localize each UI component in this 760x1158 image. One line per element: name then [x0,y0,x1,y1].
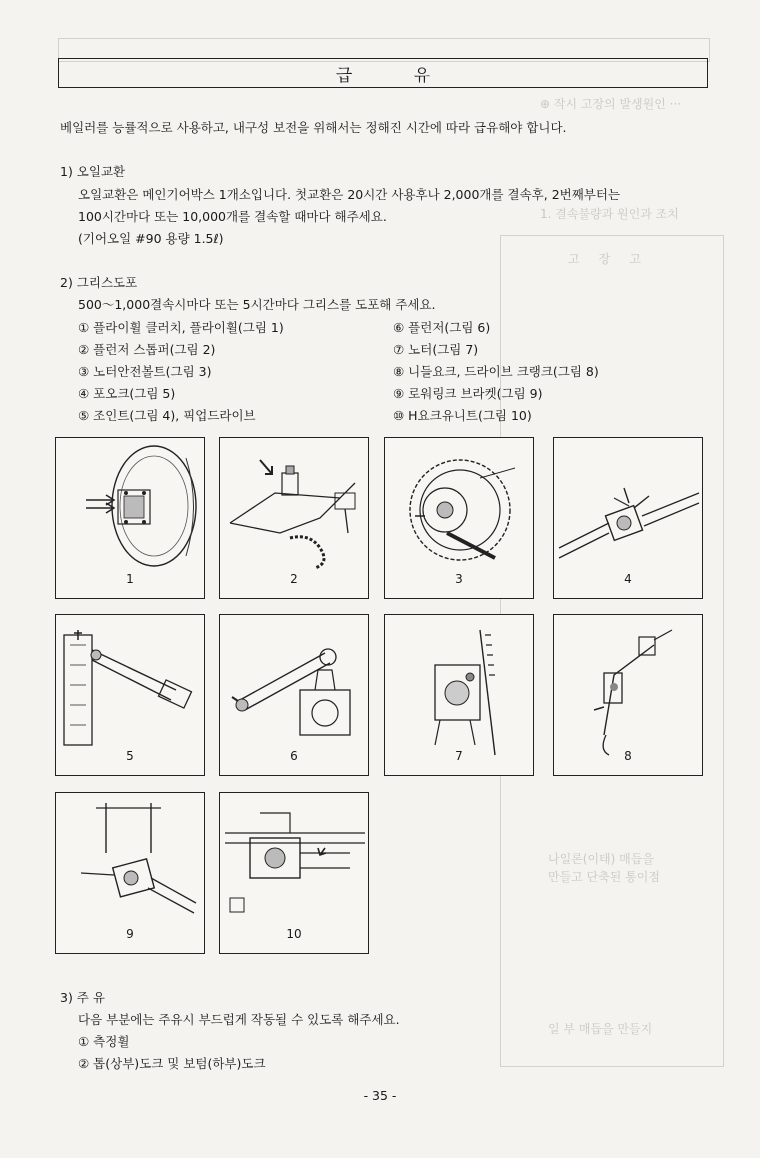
page-number: - 35 - [363,1088,397,1103]
figure-2-plunger-stopper [219,437,369,599]
figure-1-flywheel [55,437,205,599]
figure-number: 4 [624,572,632,586]
figure-number: 6 [290,749,298,763]
caution-heading: 3) 주 유 [60,990,105,1005]
figure-3-knotter-safety-bolt [384,437,534,599]
page-title: 급 유 [58,58,708,88]
grease-item-2: ② 플런저 스톱퍼(그림 2) [78,342,216,357]
figure-number: 9 [126,927,134,941]
figure-number: 10 [286,927,302,941]
grease-item-1: ① 플라이휠 클러치, 플라이휠(그림 1) [78,320,284,335]
grease-item-10: ⑩ H요크유니트(그림 10) [393,408,532,423]
grease-desc: 500～1,000결속시마다 또는 5시간마다 그리스를 도포해 주세요. [78,297,436,312]
figure-4-joint [553,437,703,599]
figure-number: 7 [455,749,463,763]
bleed-through-text: 1. 결속불량과 원인과 조치 [540,207,679,221]
figure-number: 1 [126,572,134,586]
grease-item-4: ④ 포오크(그림 5) [78,386,176,401]
figure-number: 8 [624,749,632,763]
bleed-through-text: 나일론(이태) 매듭을 [548,852,654,866]
grease-item-5: ⑤ 조인트(그림 4), 픽업드라이브 [78,408,256,423]
grease-item-9: ⑨ 로워링크 브라켓(그림 9) [393,386,543,401]
oil-change-heading: 1) 오일교환 [60,164,126,179]
oil-change-line-1: 오일교환은 메인기어박스 1개소입니다. 첫교환은 20시간 사용후나 2,000개를 결속후, 2번째부터는 [78,187,621,202]
bleed-through-text: 만들고 단축된 통이점 [548,870,660,884]
figure-number: 3 [455,572,463,586]
figure-7-knotter [384,614,534,776]
caution-item-1: ① 측정휠 [78,1034,130,1049]
figure-6-plunger [219,614,369,776]
grease-item-3: ③ 노터안전볼트(그림 3) [78,364,212,379]
caution-item-2: ② 톱(상부)도크 및 보텀(하부)도크 [78,1056,266,1071]
bleed-through-text: 일 부 매듭을 만들지 [548,1022,653,1036]
grease-item-8: ⑧ 니들요크, 드라이브 크랭크(그림 8) [393,364,599,379]
intro-text: 베일러를 능률적으로 사용하고, 내구성 보전을 위해서는 정해진 시간에 따라 급유해야 합니다. [60,120,567,135]
bleed-through-text: 고 장 고 [568,252,641,266]
figure-number: 5 [126,749,134,763]
oil-change-line-2: 100시간마다 또는 10,000개를 결속할 때마다 해주세요. [78,209,387,224]
figure-10-h-yoke-unit [219,792,369,954]
figure-9-lower-link-bracket [55,792,205,954]
figure-5-fork [55,614,205,776]
oil-change-line-3: (기어오일 #90 용량 1.5ℓ) [78,231,224,246]
bleed-through-text: ⊕ 작시 고장의 발생원인 ··· [540,97,682,111]
grease-item-7: ⑦ 노터(그림 7) [393,342,479,357]
grease-item-6: ⑥ 플런저(그림 6) [393,320,491,335]
grease-heading: 2) 그리스도포 [60,275,138,290]
caution-desc: 다음 부분에는 주유시 부드럽게 작동될 수 있도록 해주세요. [78,1012,400,1027]
figure-8-needle-yoke [553,614,703,776]
figure-number: 2 [290,572,298,586]
